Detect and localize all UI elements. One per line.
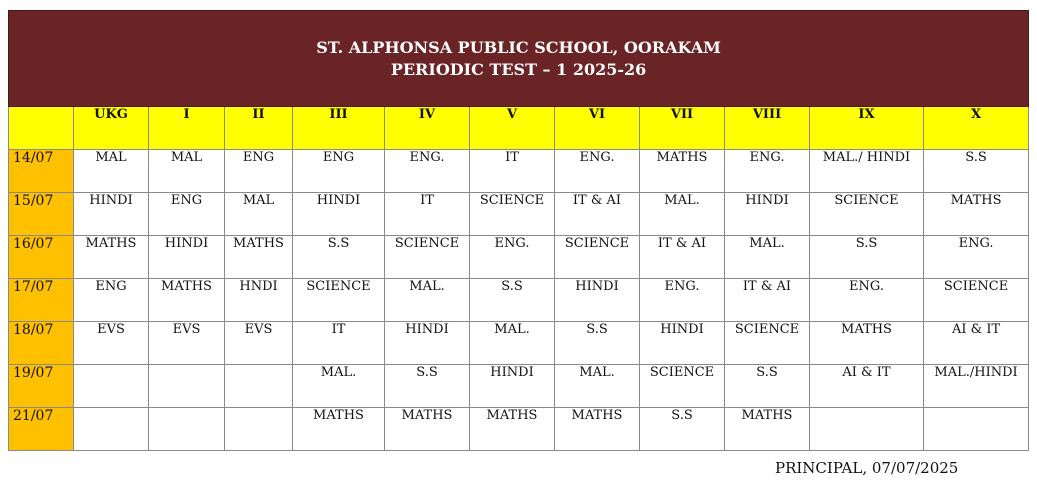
class-header-ii: II — [225, 107, 293, 150]
title-banner — [9, 11, 1029, 107]
class-header-x: X — [924, 107, 1029, 150]
date-cell: 15/07 — [9, 193, 74, 236]
subject-cell: ENG. — [640, 279, 725, 322]
subject-cell: ENG. — [555, 150, 640, 193]
subject-cell: SCIENCE — [293, 279, 385, 322]
subject-cell: S.S — [924, 150, 1029, 193]
date-cell: 21/07 — [9, 408, 74, 451]
subject-cell: ENG. — [470, 236, 555, 279]
subject-cell: HINDI — [74, 193, 149, 236]
subject-cell: SCIENCE — [810, 193, 924, 236]
subject-cell: MATHS — [293, 408, 385, 451]
subject-cell: ENG. — [924, 236, 1029, 279]
subject-cell: MATHS — [74, 236, 149, 279]
corner-cell — [9, 107, 74, 150]
subject-cell: SCIENCE — [924, 279, 1029, 322]
subject-cell: HINDI — [385, 322, 470, 365]
subject-cell: HINDI — [293, 193, 385, 236]
subject-cell: MATHS — [810, 322, 924, 365]
timetable-sheet — [8, 10, 1028, 451]
subject-cell: MAL — [74, 150, 149, 193]
subject-cell: SCIENCE — [470, 193, 555, 236]
subject-cell: IT & AI — [555, 193, 640, 236]
subject-cell: ENG — [293, 150, 385, 193]
subject-cell — [810, 408, 924, 451]
subject-cell — [74, 365, 149, 408]
class-header-vi: VI — [555, 107, 640, 150]
subject-cell — [149, 408, 225, 451]
subject-cell: EVS — [74, 322, 149, 365]
class-header-ix: IX — [810, 107, 924, 150]
table-row — [9, 193, 1029, 236]
subject-cell: MATHS — [225, 236, 293, 279]
subject-cell: HNDI — [225, 279, 293, 322]
exam-timetable — [8, 10, 1029, 451]
class-header-iv: IV — [385, 107, 470, 150]
subject-cell: ENG — [225, 150, 293, 193]
subject-cell: S.S — [470, 279, 555, 322]
subject-cell: IT & AI — [725, 279, 810, 322]
subject-cell: MATHS — [924, 193, 1029, 236]
subject-cell: S.S — [640, 408, 725, 451]
subject-cell: ENG. — [385, 150, 470, 193]
subject-cell: HINDI — [149, 236, 225, 279]
date-cell: 17/07 — [9, 279, 74, 322]
table-row — [9, 408, 1029, 451]
subject-cell: S.S — [725, 365, 810, 408]
subject-cell: MATHS — [555, 408, 640, 451]
subject-cell — [225, 365, 293, 408]
subject-cell: ENG. — [810, 279, 924, 322]
school-name: ST. ALPHONSA PUBLIC SCHOOL, OORAKAM — [316, 37, 721, 57]
class-header-i: I — [149, 107, 225, 150]
subject-cell: HINDI — [725, 193, 810, 236]
class-header-vii: VII — [640, 107, 725, 150]
subject-cell: S.S — [555, 322, 640, 365]
subject-cell: MATHS — [640, 150, 725, 193]
subject-cell: EVS — [225, 322, 293, 365]
subject-cell — [924, 408, 1029, 451]
subject-cell: S.S — [293, 236, 385, 279]
exam-name: PERIODIC TEST – 1 2025-26 — [390, 59, 647, 79]
date-cell: 19/07 — [9, 365, 74, 408]
subject-cell: ENG — [149, 193, 225, 236]
subject-cell: IT — [385, 193, 470, 236]
subject-cell: IT & AI — [640, 236, 725, 279]
class-header-v: V — [470, 107, 555, 150]
date-cell: 18/07 — [9, 322, 74, 365]
subject-cell: HINDI — [640, 322, 725, 365]
subject-cell: MATHS — [149, 279, 225, 322]
principal-signature: PRINCIPAL, 07/07/2025 — [775, 459, 959, 477]
subject-cell: EVS — [149, 322, 225, 365]
subject-cell: SCIENCE — [640, 365, 725, 408]
subject-cell: SCIENCE — [385, 236, 470, 279]
table-row — [9, 279, 1029, 322]
subject-cell — [149, 365, 225, 408]
subject-cell: AI & IT — [810, 365, 924, 408]
subject-cell: MAL. — [470, 322, 555, 365]
subject-cell: MAL./ HINDI — [810, 150, 924, 193]
subject-cell: MAL. — [555, 365, 640, 408]
subject-cell: MAL. — [725, 236, 810, 279]
subject-cell: HINDI — [555, 279, 640, 322]
subject-cell: MAL./HINDI — [924, 365, 1029, 408]
subject-cell: HINDI — [470, 365, 555, 408]
subject-cell: S.S — [385, 365, 470, 408]
subject-cell: MATHS — [470, 408, 555, 451]
subject-cell: MAL — [149, 150, 225, 193]
table-row — [9, 150, 1029, 193]
subject-cell: IT — [293, 322, 385, 365]
class-header-viii: VIII — [725, 107, 810, 150]
subject-cell — [225, 408, 293, 451]
subject-cell: MAL. — [640, 193, 725, 236]
subject-cell: AI & IT — [924, 322, 1029, 365]
date-cell: 16/07 — [9, 236, 74, 279]
title-row — [9, 11, 1029, 107]
subject-cell: IT — [470, 150, 555, 193]
subject-cell: S.S — [810, 236, 924, 279]
table-row — [9, 365, 1029, 408]
class-header-ukg: UKG — [74, 107, 149, 150]
subject-cell: MAL. — [293, 365, 385, 408]
subject-cell: MAL — [225, 193, 293, 236]
subject-cell: MAL. — [385, 279, 470, 322]
class-header-iii: III — [293, 107, 385, 150]
subject-cell: MATHS — [385, 408, 470, 451]
date-cell: 14/07 — [9, 150, 74, 193]
subject-cell — [74, 408, 149, 451]
subject-cell: SCIENCE — [555, 236, 640, 279]
table-row — [9, 322, 1029, 365]
subject-cell: ENG. — [725, 150, 810, 193]
subject-cell: SCIENCE — [725, 322, 810, 365]
subject-cell: MATHS — [725, 408, 810, 451]
subject-cell: ENG — [74, 279, 149, 322]
class-header-row — [9, 107, 1029, 150]
table-row — [9, 236, 1029, 279]
